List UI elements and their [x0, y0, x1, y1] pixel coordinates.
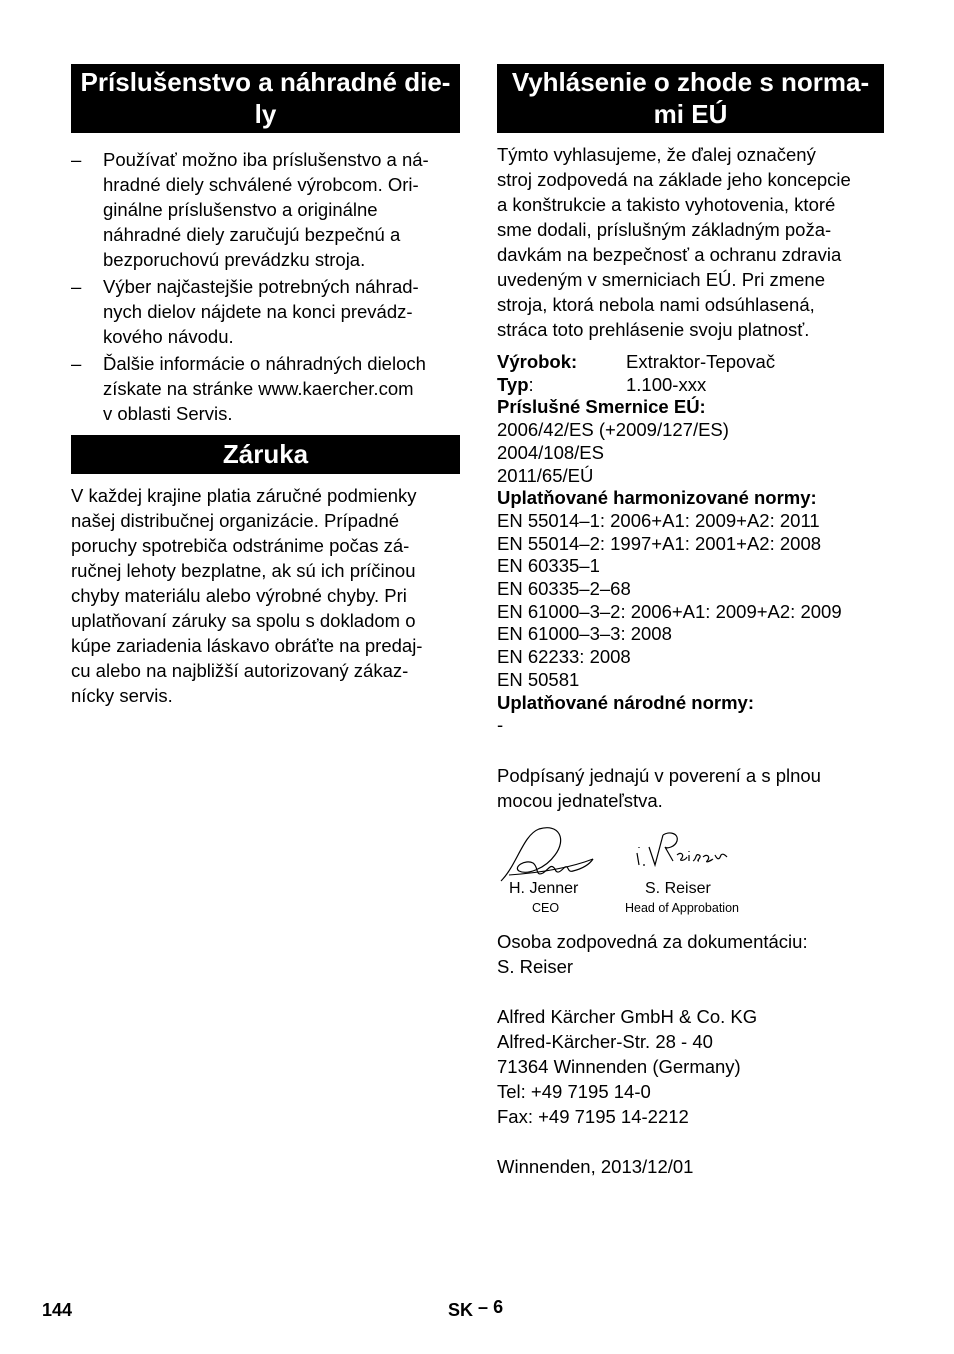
- national-label: Uplatňované národné normy:: [497, 691, 754, 713]
- language-code: SK: [448, 1300, 474, 1320]
- text-line: 71364 Winnenden (Germany): [497, 1055, 741, 1077]
- responsible-person: [497, 929, 884, 979]
- text-line: kúpe zariadenia láskavo obráťte na predaj-: [71, 635, 423, 656]
- list-line: náhradné diely zaručujú bezpečnú a: [103, 224, 401, 245]
- list-line: hradné diely schválené výrobcom. Ori-: [103, 174, 419, 195]
- declaration-heading: [497, 64, 884, 133]
- signatory-title: CEO: [532, 900, 560, 915]
- standard-item: EN 61000–3–3: 2008: [497, 623, 672, 645]
- standard-item: EN 60335–1: [497, 555, 600, 577]
- directives-label: Príslušné Smernice EÚ:: [497, 396, 706, 418]
- text-line: uvedeným v smerniciach EÚ. Pri zmene: [497, 269, 825, 290]
- standard-item: EN 62233: 2008: [497, 646, 631, 668]
- dash-bullet: –: [71, 149, 82, 170]
- text-line: V každej krajine platia záručné podmienky: [71, 485, 417, 506]
- reiser-signature: [637, 833, 727, 865]
- text-line: uplatňovaní záruky sa spolu s dokladom o: [71, 610, 416, 631]
- section-page-number: 6: [493, 1297, 504, 1317]
- text-line: mocou jednateľstva.: [497, 789, 663, 811]
- list-item: [71, 274, 460, 349]
- page-number: 144: [42, 1300, 73, 1320]
- text-line: Alfred Kärcher GmbH & Co. KG: [497, 1005, 758, 1027]
- signed-text: [497, 763, 884, 813]
- text-line: Fax: +49 7195 14-2212: [497, 1105, 689, 1127]
- standard-item: EN 55014–2: 1997+A1: 2001+A2: 2008: [497, 532, 822, 554]
- text-line: Podpísaný jednajú v poverení a s plnou: [497, 764, 821, 786]
- accessories-list: [71, 147, 460, 426]
- company-address: [497, 1004, 884, 1129]
- standard-item: EN 55014–1: 2006+A1: 2009+A2: 2011: [497, 509, 820, 531]
- text-line: stráca toto prehlásenie svoju platnosť.: [497, 319, 810, 340]
- right-column: [497, 64, 884, 1179]
- text-line: našej distribučnej organizácie. Prípadné: [71, 510, 400, 531]
- directive-item: 2004/108/ES: [497, 441, 604, 463]
- text-line: a konštrukcie a takisto vyhotovenia, ktoré: [497, 194, 836, 215]
- text-line: cu alebo na najbližší autorizovaný zákaz-: [71, 660, 409, 681]
- type-row: [497, 374, 884, 397]
- product-value: Extraktor-Tepovač: [626, 351, 776, 372]
- directive-item: 2006/42/ES (+2009/127/ES): [497, 419, 729, 441]
- place-date: Winnenden, 2013/12/01: [497, 1155, 694, 1177]
- type-label: [497, 374, 626, 397]
- harmonized-label: Uplatňované harmonizované normy:: [497, 487, 817, 509]
- text-line: poruchy spotrebiča odstránime počas zá-: [71, 535, 410, 556]
- standard-item: EN 50581: [497, 668, 580, 690]
- type-label-text: Typ: [497, 373, 529, 395]
- list-line: bezporuchovú prevádzku stroja.: [103, 249, 366, 270]
- dash-bullet: –: [71, 276, 82, 297]
- accessories-heading: [71, 64, 460, 133]
- signatures: [497, 825, 884, 929]
- left-column: [71, 64, 460, 708]
- signatory-name: H. Jenner: [509, 879, 579, 897]
- jenner-signature: [501, 828, 593, 881]
- standard-item: EN 60335–2–68: [497, 578, 631, 600]
- text-line: ručnej lehoty bezplatne, ak sú ich príčinou: [71, 560, 416, 581]
- text-line: Týmto vyhlasujeme, že ďalej označený: [497, 144, 816, 165]
- section-page: [448, 1298, 503, 1323]
- type-colon: :: [528, 373, 534, 395]
- text-line: Alfred-Kärcher-Str. 28 - 40: [497, 1030, 713, 1052]
- text-line: stroja, ktorá nebola nami odsúhlasená,: [497, 294, 815, 315]
- text-line: stroj zodpovedá na základe jeho koncepcie: [497, 169, 851, 190]
- list-line: kového návodu.: [103, 326, 234, 347]
- declaration-intro: [497, 142, 884, 342]
- accessories-heading-line2: ly: [254, 99, 277, 129]
- list-line: ginálne príslušenstvo a originálne: [103, 199, 378, 220]
- type-value: 1.100-xxx: [626, 373, 707, 395]
- text-line: Tel: +49 7195 14-0: [497, 1080, 651, 1102]
- national-value: -: [497, 714, 504, 736]
- text-line: Osoba zodpovedná za dokumentáciu:: [497, 930, 808, 952]
- list-item: [71, 147, 460, 272]
- warranty-text: [71, 483, 460, 708]
- text-line: nícky servis.: [71, 685, 173, 706]
- list-line: Výber najčastejšie potrebných náhrad-: [103, 276, 419, 297]
- list-line: Ďalšie informácie o náhradných dieloch: [103, 353, 426, 374]
- product-row: [497, 351, 884, 374]
- list-item: [71, 351, 460, 426]
- list-line: v oblasti Servis.: [103, 403, 233, 424]
- text-line: S. Reiser: [497, 955, 574, 977]
- signatory-name: S. Reiser: [645, 879, 711, 897]
- list-line: získate na stránke www.kaercher.com: [103, 378, 414, 399]
- list-line: Používať možno iba príslušenstvo a ná-: [103, 149, 429, 170]
- text-line: davkám na bezpečnosť a ochranu zdravia: [497, 244, 842, 265]
- declaration-specs: [497, 351, 884, 737]
- declaration-heading-line2: mi EÚ: [653, 99, 728, 129]
- accessories-heading-line1: Príslušenstvo a náhradné die-: [80, 67, 451, 97]
- standard-item: EN 61000–3–2: 2006+A1: 2009+A2: 2009: [497, 600, 842, 622]
- signatory-title: Head of Approbation: [625, 900, 739, 915]
- dash-bullet: –: [71, 353, 82, 374]
- text-line: chyby materiálu alebo výrobné chyby. Pri: [71, 585, 407, 606]
- text-line: sme dodali, príslušným základným poža-: [497, 219, 832, 240]
- directive-item: 2011/65/EÚ: [497, 464, 594, 486]
- warranty-heading: [71, 435, 460, 474]
- declaration-heading-line1: Vyhlásenie o zhode s norma-: [511, 67, 870, 97]
- warranty-heading-text: Záruka: [222, 439, 309, 469]
- footer-dash: –: [478, 1297, 489, 1317]
- product-label: Výrobok:: [497, 351, 578, 372]
- list-line: nych dielov nájdete na konci prevádz-: [103, 301, 413, 322]
